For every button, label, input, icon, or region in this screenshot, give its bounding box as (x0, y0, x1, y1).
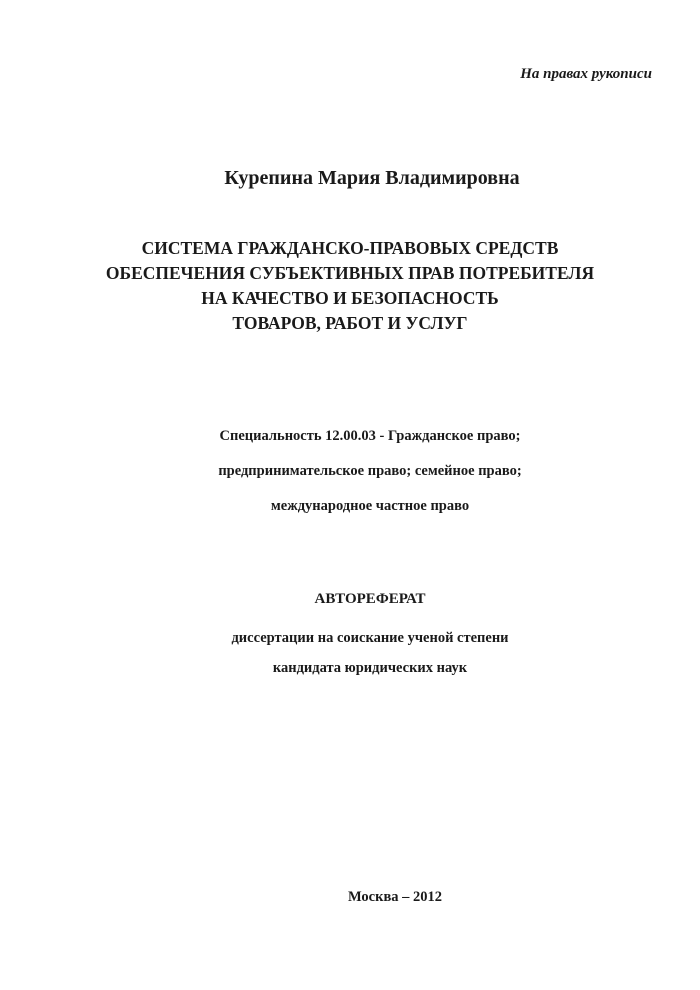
specialty-line: Специальность 12.00.03 - Гражданское право; (219, 428, 521, 444)
place-year: Москва – 2012 (347, 889, 443, 905)
abstract-line: диссертации на соискание ученой степени (231, 630, 509, 646)
specialty-block (0, 419, 700, 524)
title-line: ТОВАРОВ, РАБОТ И УСЛУГ (232, 313, 468, 333)
specialty-line: предпринимательское право; семейное право; (218, 463, 522, 479)
dissertation-title (0, 236, 700, 336)
rights-note: На правах рукописи (520, 66, 652, 82)
title-line: НА КАЧЕСТВО И БЕЗОПАСНОСТЬ (201, 288, 499, 308)
abstract-heading: АВТОРЕФЕРАТ (314, 591, 426, 607)
abstract-line: кандидата юридических наук (272, 660, 468, 676)
abstract-block (0, 589, 700, 683)
title-line: СИСТЕМА ГРАЖДАНСКО-ПРАВОВЫХ СРЕДСТВ (141, 238, 559, 258)
title-line: ОБЕСПЕЧЕНИЯ СУБЪЕКТИВНЫХ ПРАВ ПОТРЕБИТЕЛЯ (105, 263, 595, 283)
specialty-line: международное частное право (270, 498, 470, 514)
author-name: Курепина Мария Владимировна (224, 167, 520, 189)
